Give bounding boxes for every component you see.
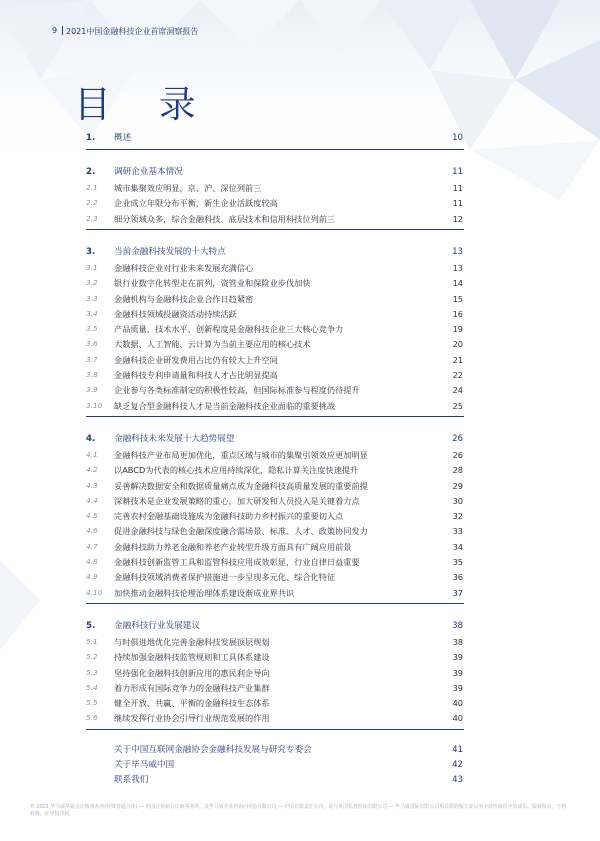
toc-entry-number: 3.2 <box>86 278 98 288</box>
toc-entry-page: 25 <box>452 400 463 411</box>
toc-entry-title: 金融科技领域投融资活动持续活跃 <box>114 308 237 319</box>
toc-entry-page: 39 <box>452 667 463 678</box>
toc-entry-title: 完善农村金融基础设施成为金融科技助力乡村振兴的重要切入点 <box>114 511 344 522</box>
toc-title: 目 录 <box>74 83 214 126</box>
toc-entry-number: 1. <box>86 133 96 143</box>
toc-entry-page: 37 <box>452 587 463 598</box>
toc-entry-title: 妥善解决数据安全和数据质量痛点成为金融科技高质量发展的重要前提 <box>114 480 368 491</box>
toc-subsection-row[interactable] <box>0 261 600 275</box>
toc-subsection-row[interactable] <box>0 555 600 569</box>
toc-entry-title: 当前金融科技发展的十大特点 <box>114 246 226 257</box>
toc-entry-page: 28 <box>452 465 463 476</box>
toc-entry-number: 3.10 <box>86 400 103 410</box>
toc-entry-title: 深耕技术是企业发展策略的重心，加大研发和人员投入是关键着力点 <box>114 495 360 506</box>
toc-entry-page: 11 <box>452 198 463 209</box>
toc-section-row[interactable] <box>0 432 600 446</box>
toc-entry-number: 3.1 <box>86 262 98 272</box>
toc-entry-title: 金融科技企业对行业未来发展充满信心 <box>114 262 254 273</box>
toc-subsection-row[interactable] <box>0 307 600 321</box>
toc-subsection-row[interactable] <box>0 479 600 493</box>
toc-entry-title: 金融科技创新监管工具和监管科技应用成效彰显，行业自律日益重要 <box>114 557 360 567</box>
toc-entry-number: 5.5 <box>86 698 98 708</box>
toc-entry-page: 10 <box>452 133 463 143</box>
toc-entry-title: 金融科技专利申请量和科技人才占比明显提高 <box>114 370 278 380</box>
toc-subsection-row[interactable] <box>0 524 600 538</box>
toc-section-row[interactable] <box>0 131 600 145</box>
toc-entry-title: 联系我们 <box>114 775 149 786</box>
toc-entry-page: 41 <box>452 744 463 755</box>
toc-subsection-row[interactable] <box>0 586 600 600</box>
toc-subsection-row[interactable] <box>0 292 600 306</box>
toc-entry-page: 30 <box>452 495 463 506</box>
toc-entry-number: 2.2 <box>86 198 98 208</box>
toc-subsection-row[interactable] <box>0 650 600 664</box>
toc-entry-number: 5. <box>86 620 96 631</box>
section-divider <box>86 603 464 604</box>
toc-entry-number: 3.6 <box>86 339 98 349</box>
toc-entry-title: 加快推动金融科技伦理治理体系建设渐成业界共识 <box>114 587 295 598</box>
toc-entry-number: 4.2 <box>86 465 98 475</box>
toc-entry-title: 大数据、人工智能、云计算为当前主要应用的核心技术 <box>114 339 311 350</box>
toc-entry-number: 4.4 <box>86 495 98 505</box>
toc-entry-title: 金融科技企业研发费用占比仍有较大上升空间 <box>114 354 278 365</box>
toc-subsection-row[interactable] <box>0 666 600 680</box>
toc-entry-title: 企业成立年限分布平衡，新生企业活跃度较高 <box>114 198 278 209</box>
toc-section-row[interactable] <box>0 619 600 633</box>
toc-entry-number: 4.6 <box>86 526 98 536</box>
toc-entry-number: 5.1 <box>86 636 98 646</box>
toc-entry-number: 5.2 <box>86 652 98 662</box>
toc-entry-number: 3.5 <box>86 324 98 334</box>
toc-entry-title: 缺乏复合型金融科技人才是当前金融科技企业面临的重要挑战 <box>114 400 336 411</box>
toc-appendix-row[interactable] <box>0 773 600 787</box>
report-title: 2021中国金融科技企业首席洞察报告 <box>66 27 199 36</box>
toc-subsection-row[interactable] <box>0 399 600 413</box>
toc-entry-number: 5.4 <box>86 682 98 692</box>
toc-entry-number: 4.9 <box>86 572 98 582</box>
toc-entry-page: 13 <box>452 246 463 257</box>
toc-subsection-row[interactable] <box>0 337 600 351</box>
page-number: 9 <box>52 26 58 35</box>
toc-entry-title: 概述 <box>114 133 132 143</box>
toc-entry-title: 继续发挥行业协会引导行业规范发展的作用 <box>114 713 270 724</box>
toc-subsection-row[interactable] <box>0 570 600 584</box>
toc-subsection-row[interactable] <box>0 368 600 382</box>
toc-entry-number: 3.4 <box>86 308 98 318</box>
toc-subsection-row[interactable] <box>0 711 600 725</box>
toc-subsection-row[interactable] <box>0 181 600 195</box>
toc-subsection-row[interactable] <box>0 540 600 554</box>
toc-entry-title: 金融科技产业布局更加优化，重点区域与城市的集聚引领效应更加明显 <box>114 449 368 460</box>
toc-entry-page: 34 <box>452 541 463 552</box>
toc-entry-number: 4.5 <box>86 511 98 521</box>
toc-entry-page: 14 <box>452 278 463 289</box>
toc-entry-page: 22 <box>452 370 463 380</box>
toc-entry-number: 4.10 <box>86 587 103 597</box>
toc-subsection-row[interactable] <box>0 463 600 477</box>
toc-entry-page: 32 <box>452 511 463 522</box>
toc-entry-page: 21 <box>452 354 463 365</box>
toc-entry-title: 金融机构与金融科技企业合作日趋紧密 <box>114 293 254 304</box>
toc-entry-number: 2. <box>86 167 96 177</box>
toc-subsection-row[interactable] <box>0 353 600 367</box>
toc-entry-title: 以ABCD为代表的核心技术应用持续深化，隐私计算关注度快速提升 <box>114 465 359 476</box>
toc-entry-title: 着力形成有国际竞争力的金融科技产业集群 <box>114 682 270 693</box>
toc-entry-page: 19 <box>452 324 463 335</box>
toc-subsection-row[interactable] <box>0 509 600 523</box>
toc-entry-page: 43 <box>452 775 463 786</box>
toc-entry-number: 4.1 <box>86 449 98 459</box>
toc-entry-number: 3.8 <box>86 370 98 379</box>
toc-entry-title: 银行业数字化转型走在前列，资管业和保险业步伐加快 <box>114 278 311 289</box>
section-divider <box>86 229 464 230</box>
toc-entry-page: 20 <box>452 339 463 350</box>
toc-appendix-row[interactable] <box>0 743 600 757</box>
toc-entry-number: 4. <box>86 433 96 444</box>
toc-entry-page: 12 <box>452 213 463 224</box>
toc-entry-page: 33 <box>452 526 463 537</box>
toc-entry-title: 金融科技助力养老金融和养老产业转型升级方面具有广阔应用前景 <box>114 541 352 552</box>
toc-entry-title: 调研企业基本情况 <box>114 167 183 177</box>
toc-entry-title: 关于毕马威中国 <box>114 760 175 770</box>
section-divider <box>86 149 464 150</box>
toc-entry-title: 与时俱进地优化完善金融科技发展顶层规划 <box>114 636 270 647</box>
toc-entry-page: 11 <box>452 167 463 177</box>
toc-entry-number: 2.3 <box>86 213 98 223</box>
toc-entry-page: 26 <box>452 433 463 444</box>
toc-entry-title: 关于中国互联网金融协会金融科技发展与研究专委会 <box>114 744 312 755</box>
toc-entry-page: 36 <box>452 572 463 583</box>
toc-subsection-row[interactable] <box>0 322 600 336</box>
toc-entry-number: 3.3 <box>86 293 98 303</box>
toc-entry-page: 26 <box>452 449 463 460</box>
toc-entry-number: 5.6 <box>86 713 98 723</box>
copyright-footer: © 2021 毕马威华振会计师事务所(特殊普通合伙) — 中国合伙制会计师事务所，及毕马威企业咨询(中国)有限公司 — 中国有限责任公司，是与英国私营担保有限公司 — 毕马威国际有限公司相关联的独立成员所全球性组织中的成员。版权所有，不得转载。在中国印制。 <box>30 804 567 817</box>
toc-entry-page: 35 <box>452 557 463 567</box>
toc-entry-page: 40 <box>452 698 463 709</box>
toc-entry-number: 4.7 <box>86 541 98 551</box>
toc-subsection-row[interactable] <box>0 494 600 508</box>
toc-subsection-row[interactable] <box>0 635 600 649</box>
toc-entry-title: 产品质量、技术水平、创新程度是金融科技企业三大核心竞争力 <box>114 324 344 335</box>
toc-subsection-row[interactable] <box>0 196 600 210</box>
toc-entry-number: 4.3 <box>86 480 98 490</box>
toc-subsection-row[interactable] <box>0 383 600 397</box>
toc-entry-number: 3.9 <box>86 385 98 395</box>
toc-entry-title: 促进金融科技与绿色金融深度融合需场景、标准、人才、政策协同发力 <box>114 526 368 537</box>
toc-entry-page: 11 <box>452 183 463 193</box>
toc-section-row[interactable] <box>0 165 600 179</box>
toc-subsection-row[interactable] <box>0 448 600 462</box>
toc-entry-title: 金融科技行业发展建议 <box>114 620 200 631</box>
toc-entry-page: 13 <box>452 262 463 273</box>
toc-entry-page: 38 <box>452 636 463 647</box>
section-divider <box>86 729 464 730</box>
toc-entry-title: 健全开放、共赢、平衡的金融科技生态体系 <box>114 698 270 709</box>
toc-subsection-row[interactable] <box>0 696 600 710</box>
toc-entry-title: 金融科技领域消费者保护措施进一步呈现多元化、综合化特征 <box>114 572 336 583</box>
section-divider <box>86 416 464 417</box>
toc-entry-page: 40 <box>452 713 463 724</box>
toc-subsection-row[interactable] <box>0 212 600 226</box>
toc-entry-title: 持续加强金融科技监管规则和工具体系建设 <box>114 652 270 663</box>
toc-entry-title: 细分领域众多，综合金融科技、底层技术和信用科技位列前三 <box>114 213 336 224</box>
toc-entry-title: 企业参与各类标准制定的积极性较高，但国际标准参与程度仍待提升 <box>114 385 360 396</box>
toc-entry-page: 15 <box>452 293 463 304</box>
toc-entry-number: 5.3 <box>86 667 98 677</box>
toc-entry-page: 39 <box>452 682 463 693</box>
toc-subsection-row[interactable] <box>0 681 600 695</box>
toc-entry-title: 坚持强化金融科技创新应用的惠民利企导向 <box>114 667 270 678</box>
toc-entry-page: 29 <box>452 480 463 491</box>
toc-entry-title: 城市集聚效应明显，京、沪、深位列前三 <box>114 183 262 193</box>
toc-entry-number: 3.7 <box>86 354 98 364</box>
toc-subsection-row[interactable] <box>0 276 600 290</box>
toc-section-row[interactable] <box>0 245 600 259</box>
toc-entry-number: 2.1 <box>86 183 98 192</box>
toc-entry-page: 38 <box>452 620 463 631</box>
toc-entry-number: 4.8 <box>86 557 98 566</box>
toc-entry-page: 24 <box>452 385 463 396</box>
toc-entry-page: 39 <box>452 652 463 663</box>
toc-entry-page: 16 <box>452 308 463 319</box>
toc-entry-number: 3. <box>86 246 96 257</box>
toc-entry-page: 42 <box>452 760 463 770</box>
toc-appendix-row[interactable] <box>0 758 600 772</box>
toc-entry-title: 金融科技未来发展十大趋势展望 <box>114 433 235 444</box>
